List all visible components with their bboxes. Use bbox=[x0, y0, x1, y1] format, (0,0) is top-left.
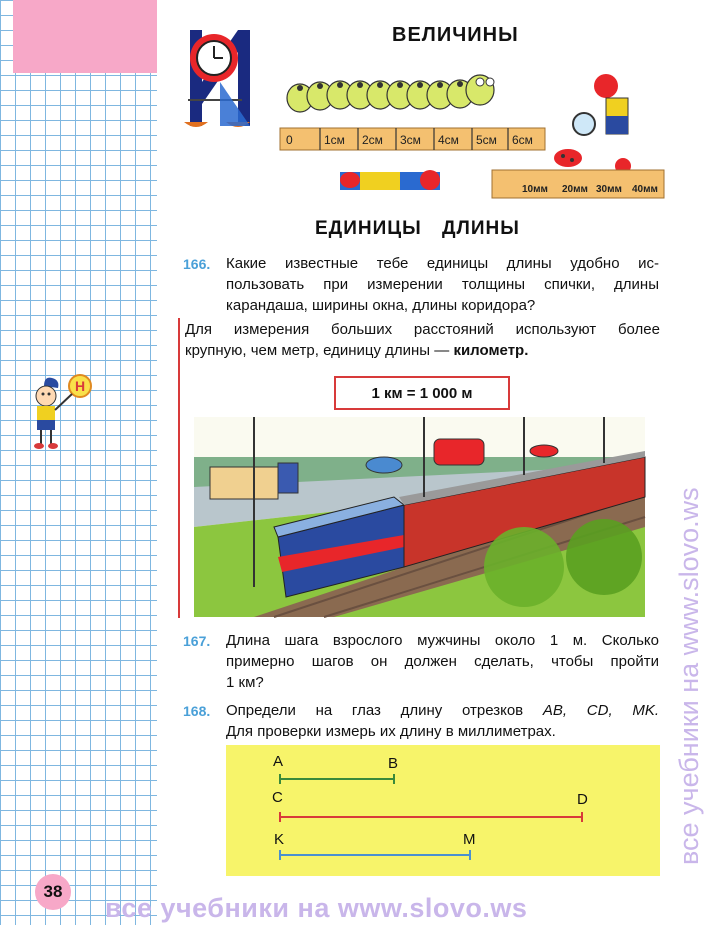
label-c: C bbox=[272, 789, 283, 806]
task-167-line-2: примерно шагов он должен сделать, чтобы пройти bbox=[226, 653, 659, 670]
ruler-label-4: 4см bbox=[438, 133, 459, 147]
mm-label-20: 20мм bbox=[562, 184, 588, 195]
rule-line-2 bbox=[185, 341, 660, 360]
watermark-side-box bbox=[668, 470, 708, 870]
graph-paper-margin bbox=[0, 0, 157, 925]
rule-marker-line bbox=[178, 318, 180, 618]
mm-label-10: 10мм bbox=[522, 184, 548, 195]
rule-term: километр. bbox=[453, 342, 529, 359]
task-167-number: 167. bbox=[183, 633, 211, 649]
ruler-label-6: 6см bbox=[512, 133, 533, 147]
ruler-label-3: 3см bbox=[400, 133, 421, 147]
quantities-logo bbox=[180, 22, 260, 137]
label-d: D bbox=[577, 791, 588, 808]
rule-line-2-text: крупную, чем метр, единицу длины — bbox=[185, 342, 450, 359]
label-b: B bbox=[388, 755, 399, 772]
mm-label-30: 30мм bbox=[596, 184, 622, 195]
segments-panel bbox=[226, 745, 660, 876]
label-a: A bbox=[273, 753, 284, 770]
task-168-line-2: Для проверки измерь их длину в миллиметрах. bbox=[226, 723, 556, 740]
task-166-line-1: Какие известные тебе единицы длины удобно ис- bbox=[226, 255, 659, 272]
task-167-line-3: 1 км? bbox=[226, 674, 264, 691]
label-m: M bbox=[463, 831, 476, 848]
segment-km bbox=[279, 854, 471, 856]
task-166-line-3: карандаша, ширины окна, длины коридора? bbox=[226, 297, 536, 314]
margin-letter: Н bbox=[74, 378, 86, 394]
task-168-text: Определи на глаз длину отрезков bbox=[226, 702, 524, 719]
mm-label-40: 40мм bbox=[632, 184, 658, 195]
segment-cd bbox=[279, 816, 583, 818]
task-168-segments: AB, CD, MK. bbox=[542, 702, 660, 719]
section-title: ЕДИНИЦЫ ДЛИНЫ bbox=[315, 218, 520, 239]
km-formula-box: 1 км = 1 000 м bbox=[334, 376, 510, 410]
task-168-number: 168. bbox=[183, 703, 211, 719]
pink-corner-block bbox=[13, 0, 157, 73]
task-166-line-2: пользовать при измерении толщины спички, длины bbox=[226, 276, 659, 293]
ruler-label-2: 2см bbox=[362, 133, 383, 147]
watermark-side: все учебники на www.slovo.ws bbox=[674, 487, 704, 865]
ruler-label-0: 0 bbox=[286, 133, 293, 147]
task-166-number: 166. bbox=[183, 256, 211, 272]
page-title: ВЕЛИЧИНЫ bbox=[392, 24, 519, 46]
rule-line-1: Для измерения больших расстояний используют более bbox=[185, 321, 660, 338]
segment-ab bbox=[279, 778, 395, 780]
boy-with-lamp-illustration bbox=[22, 372, 102, 452]
railway-illustration bbox=[194, 417, 645, 617]
task-167-line-1: Длина шага взрослого мужчины около 1 м. Сколько bbox=[226, 632, 659, 649]
task-168-line-1 bbox=[226, 701, 659, 720]
label-k: K bbox=[274, 831, 285, 848]
ruler-label-5: 5см bbox=[476, 133, 497, 147]
magnifier-beetle-illustration bbox=[488, 70, 668, 200]
ruler-label-1: 1см bbox=[324, 133, 345, 147]
watermark-bottom: все учебники на www.slovo.ws bbox=[105, 893, 528, 923]
page-number: 38 bbox=[35, 874, 71, 910]
